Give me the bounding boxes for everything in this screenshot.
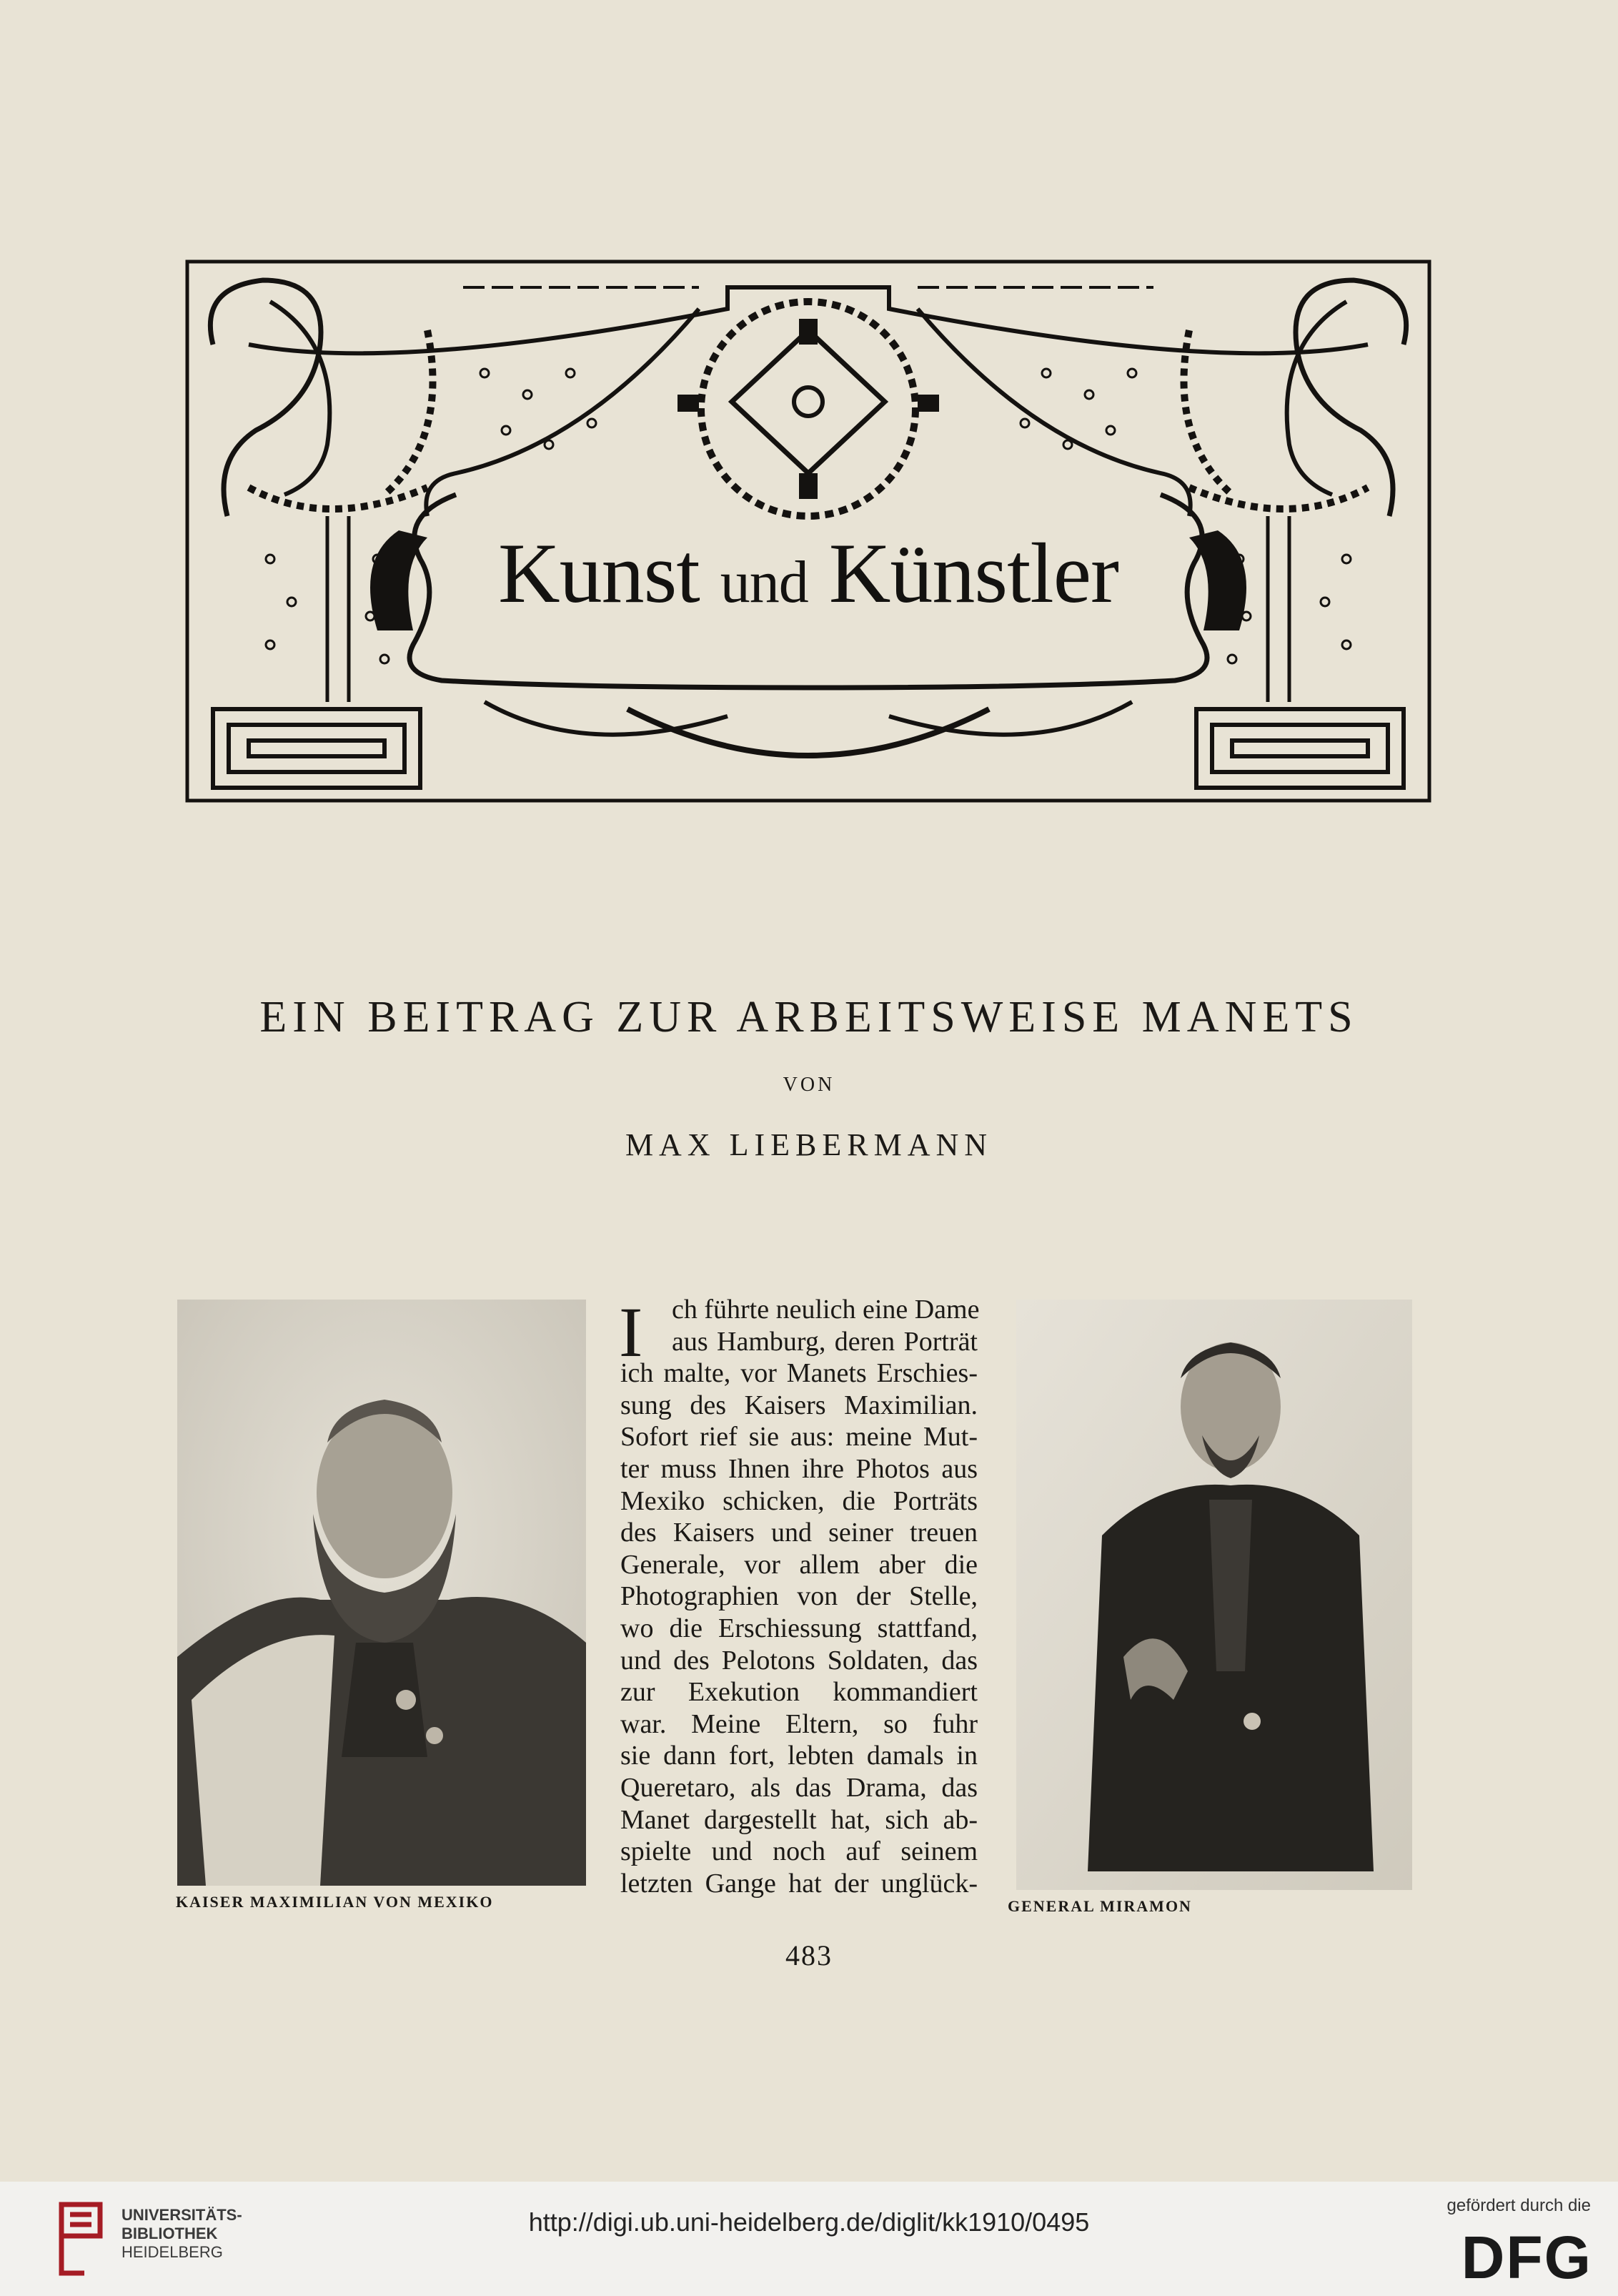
journal-title [184,525,1432,620]
body-line: Queretaro, als das Drama, das [620,1772,978,1803]
portrait-photo-icon [177,1300,586,1886]
body-line: des Kaisers und seiner treuen [620,1518,978,1548]
body-line: letzten Gange hat der unglück- [620,1868,978,1899]
article-body [620,1294,978,1899]
author-name: MAX LIEBERMANN [625,1127,993,1162]
sponsor-text: gefördert durch die [1446,2196,1591,2215]
portrait-miramon [1016,1300,1412,1890]
body-line: ich malte, vor Manets Erschies- [620,1358,978,1389]
body-line: wo die Erschiessung stattfand, [620,1613,978,1643]
body-line: Manet dargestellt hat, sich ab- [620,1804,978,1835]
portrait-maximilian [177,1300,586,1886]
body-line: Sofort rief sie aus: meine Mut- [620,1422,978,1453]
article-title: EIN BEITRAG ZUR ARBEITSWEISE MANETS [259,993,1359,1041]
body-line: ter muss Ihnen ihre Photos aus [620,1453,978,1484]
library-name-line1: UNIVERSITÄTS- [121,2206,242,2224]
drop-cap: I [619,1292,643,1372]
caption-left: KAISER MAXIMILIAN VON MEXIKO [176,1893,494,1911]
body-line: Photographien von der Stelle, [620,1581,978,1612]
body-line: zur Exekution kommandiert [620,1677,978,1708]
body-line: sung des Kaisers Maximilian. [620,1390,978,1420]
library-name-line2: BIBLIOTHEK [121,2225,218,2242]
journal-title-part1: Kunst [498,525,700,620]
header-ornament [184,259,1432,803]
body-line: Mexiko schicken, die Porträts [620,1485,978,1516]
body-line: und des Pelotons Soldaten, das [620,1645,978,1676]
source-url-link[interactable]: http://digi.ub.uni-heidelberg.de/diglit/kk1910/0495 [528,2207,1090,2237]
journal-title-part3: Künstler [828,525,1118,620]
library-name-line3: HEIDELBERG [121,2243,223,2261]
page-number: 483 [785,1939,833,1971]
body-line: ch führte neulich eine Dame [672,1295,980,1325]
body-line: Generale, vor allem aber die [620,1549,978,1580]
body-line: aus Hamburg, deren Porträt [672,1326,978,1357]
dfg-logo: DFG [1461,2224,1592,2291]
portrait-photo-icon [1016,1300,1412,1890]
body-line: sie dann fort, lebten damals in [620,1741,978,1771]
body-line: spielte und noch auf seinem [620,1836,978,1867]
byline-von: VON [783,1074,835,1096]
journal-title-part2: und [720,549,808,615]
body-line: war. Meine Eltern, so fuhr [620,1708,978,1739]
caption-right: GENERAL MIRAMON [1008,1897,1192,1915]
footer-bar [0,2182,1618,2296]
